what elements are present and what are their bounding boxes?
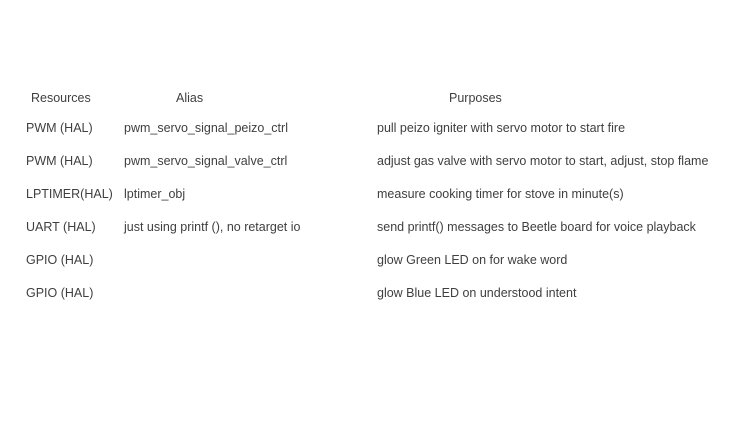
resource-cell: GPIO (HAL) [26,286,94,300]
table-row [0,187,740,203]
purpose-cell: adjust gas valve with servo motor to start, adjust, stop flame [377,154,709,168]
resource-cell: GPIO (HAL) [26,253,94,267]
table-row [0,121,740,137]
purpose-cell: pull peizo igniter with servo motor to start fire [377,121,626,135]
alias-cell: just using printf (), no retarget io [124,220,301,234]
resource-cell: PWM (HAL) [26,154,93,168]
table-row [0,286,740,302]
column-header-alias: Alias [176,91,204,105]
purpose-cell: glow Blue LED on understood intent [377,286,577,300]
column-header-resources: Resources [31,91,91,105]
table-row [0,154,740,170]
purpose-cell: measure cooking timer for stove in minute(s) [377,187,624,201]
alias-cell: pwm_servo_signal_valve_ctrl [124,154,288,168]
alias-cell: lptimer_obj [124,187,186,201]
resource-cell: UART (HAL) [26,220,96,234]
purpose-cell: send printf() messages to Beetle board for voice playback [377,220,696,234]
resource-cell: LPTIMER(HAL) [26,187,113,201]
alias-cell: pwm_servo_signal_peizo_ctrl [124,121,288,135]
table-row [0,220,740,236]
resource-cell: PWM (HAL) [26,121,93,135]
purpose-cell: glow Green LED on for wake word [377,253,568,267]
table-row [0,253,740,269]
column-header-purposes: Purposes [449,91,502,105]
